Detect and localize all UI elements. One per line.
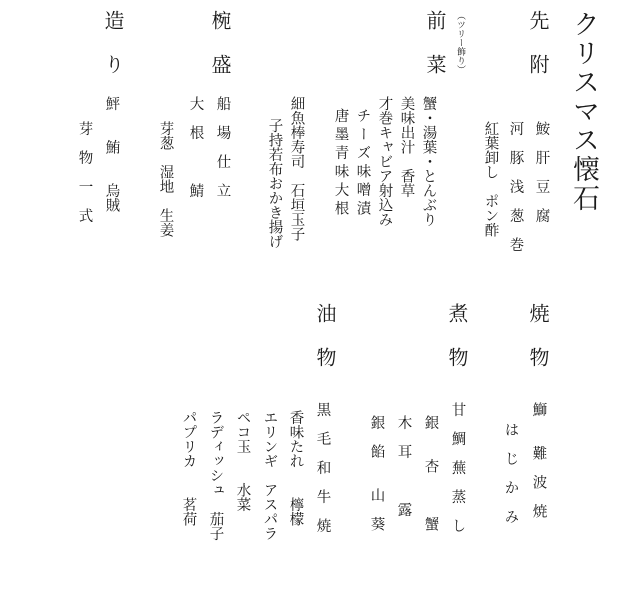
section-header-wanmori: 椀盛 [208, 10, 232, 98]
section-header-sakizuke: 先附 [526, 10, 550, 98]
aburamono-item-2: 香味たれ 檸檬 [287, 410, 304, 526]
nimono-item-2: 銀 杏 蟹 [422, 415, 439, 531]
aburamono-item-1: 黒 毛 和 牛 焼 [314, 402, 331, 533]
zensai-item-3: 才巻キャビア射込み [376, 96, 393, 227]
section-header-aburamono: 油物 [313, 303, 337, 391]
wanmori-item-1: 船 場 仕 立 [214, 96, 231, 198]
section-header-tsukuri: 造り [101, 10, 125, 98]
sakizuke-item-1: 鮟 肝 豆 腐 [533, 121, 550, 223]
menu-title: クリスマス懐石 [568, 10, 599, 213]
aburamono-item-3: エリンギ アスパラ [261, 410, 278, 541]
section-header-yakimono: 焼物 [526, 303, 550, 391]
zensai-note: （ツリー飾り） [455, 11, 465, 74]
tsukuri-item-2: 鮃 鮪 烏賊 [103, 96, 120, 212]
nimono-item-1: 甘 鯛 蕪 蒸 し [449, 402, 466, 533]
zensai-item-1: 蟹・湯葉・とんぶり [420, 96, 437, 227]
zensai-item-4: チーズ味噌漬 [354, 108, 371, 219]
sakizuke-item-3: 紅葉卸し ポン酢 [482, 121, 499, 237]
section-header-nimono: 煮物 [445, 303, 469, 391]
wanmori-item-2: 大 根 鯖 [187, 96, 204, 198]
nimono-item-3: 木 耳 露 [395, 415, 412, 517]
yakimono-item-1: 鰤 難 波 焼 [530, 402, 547, 518]
aburamono-item-5: ラディッシュ 茄子 [207, 410, 224, 541]
section-header-zensai: 前菜 [423, 10, 447, 98]
zensai-item-6: 細魚棒寿司 石垣玉子 [288, 96, 305, 241]
zensai-item-7: 子持若布おかき揚げ [266, 118, 283, 249]
aburamono-item-6: パプリカ 茗荷 [180, 410, 197, 526]
yakimono-item-2: は じ か み [502, 422, 519, 524]
zensai-item-2: 美味出汁 香草 [398, 96, 415, 198]
tsukuri-item-1: 芽葱 湿地 生姜 [157, 121, 174, 237]
aburamono-item-4: ペコ玉 水菜 [234, 410, 251, 512]
sakizuke-item-2: 河 豚 浅 葱 巻 [507, 121, 524, 252]
tsukuri-item-3: 芽 物 一 式 [76, 121, 93, 223]
zensai-item-5: 唐墨青味大根 [332, 108, 349, 219]
nimono-item-4: 銀 餡 山 葵 [368, 415, 385, 531]
